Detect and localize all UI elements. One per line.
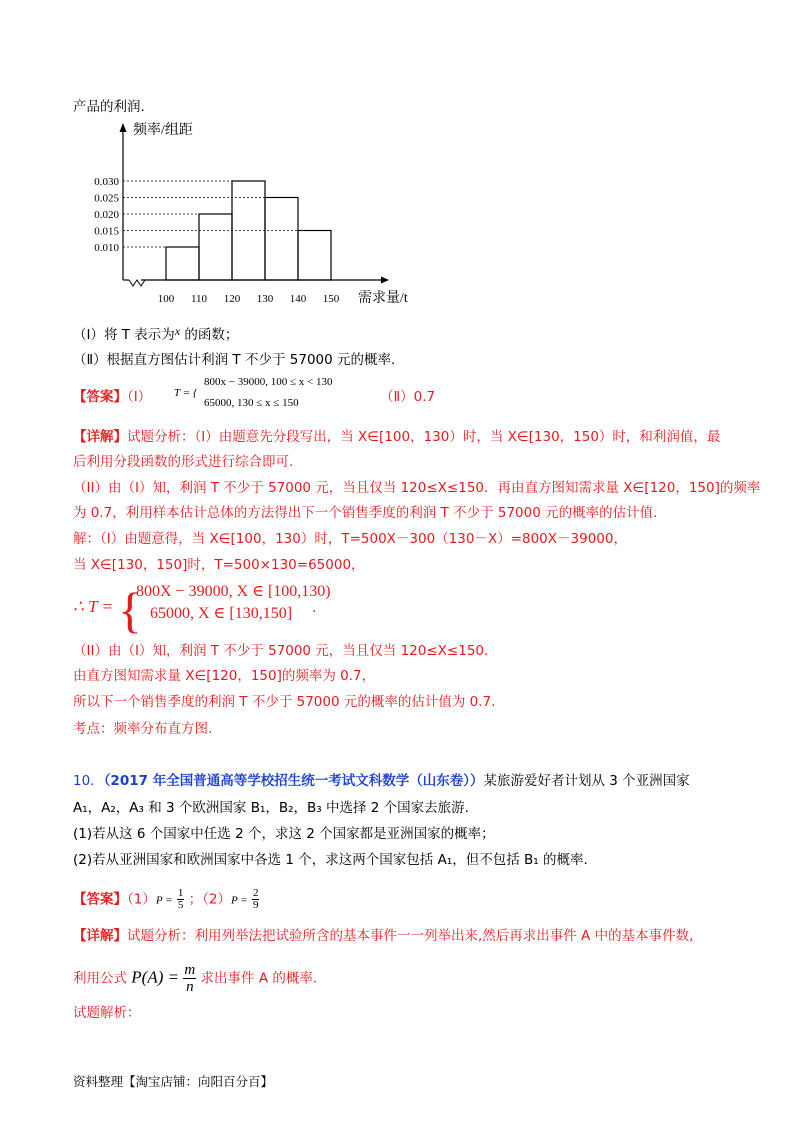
solution-line-5: 所以下一个销售季度的利润 T 不少于 57000 元的概率的估计值为 0.7.	[73, 694, 496, 710]
solution-line-1: 解：（I）由题意得，当 X∈[100，130）时，T=500X－300（130－X）=800X－39000，	[73, 531, 627, 547]
intro-text: 产品的利润.	[73, 99, 145, 115]
solution-piecewise	[136, 581, 331, 625]
question-10-part-2: (2)若从亚洲国家和欧洲国家中各选 1 个，求这两个国家包括 A₁，但不包括 B₁ 的概率.	[73, 852, 588, 868]
answer-10-fraction-2	[252, 888, 260, 911]
answer-10-tag: 【答案】	[73, 891, 127, 908]
y-tick-label: 0.015	[94, 225, 119, 238]
detail-10-text-2a: 利用公式	[73, 970, 127, 987]
x-axis-arrow	[381, 277, 389, 284]
x-tick-label: 130	[256, 293, 274, 305]
answer-block	[73, 388, 151, 406]
y-tick-label: 0.025	[94, 192, 119, 205]
question-10-header	[73, 772, 690, 790]
q1-variable: x	[174, 324, 181, 338]
axis-break-zigzag	[129, 280, 145, 286]
detail-tag: 【详解】	[73, 429, 127, 445]
footer-text: 资料整理【淘宝店铺：向阳百分百】	[73, 1074, 274, 1089]
answer-case-2: 65000, 130 ≤ x ≤ 150	[204, 397, 299, 409]
histogram-chart	[73, 118, 433, 308]
answer-10-separator: ；（2）	[188, 891, 231, 908]
fraction-m: m	[184, 962, 196, 978]
detail-10-text-1: 试题分析：利用列举法把试验所含的基本事件一一列举出来,然后再求出事件 A 中的基本事件数,	[127, 928, 694, 944]
detail-10-tag: 【详解】	[73, 928, 127, 944]
detail-text-1: 试题分析：（I）由题意先分段写出，当 X∈[100，130）时，当 X∈[130，150）时，和利润值，最	[127, 429, 721, 445]
histogram-bar	[298, 231, 331, 281]
solution-t-label: ∴ T =	[73, 597, 113, 616]
solution-dot: .	[312, 600, 317, 616]
solution-line-4: 由直方图知需求量 X∈[120，150]的频率为 0.7，	[73, 668, 376, 684]
x-tick-label: 140	[289, 293, 307, 305]
fraction-1-numerator: 1	[177, 887, 184, 899]
question-part-1	[73, 326, 238, 344]
solution-line-6: 考点：频率分布直方图.	[73, 721, 213, 737]
q1-text: （Ⅰ）将 T 表示为	[73, 327, 175, 343]
fraction-n: n	[186, 979, 194, 995]
histogram-bar	[199, 214, 232, 280]
histogram-bar	[166, 247, 199, 280]
detail-line-1	[73, 428, 720, 446]
answer-part1-label: （Ⅰ）	[127, 389, 152, 405]
answer-part2: （Ⅱ）0.7	[380, 389, 436, 405]
detail-10-formula: P(A) =	[131, 967, 180, 987]
solution-case-1: 800X − 39000, X ∈ [100,130)	[136, 583, 331, 600]
solution-line-2: 当 X∈[130，150]时，T=500×130=65000，	[73, 557, 365, 573]
x-axis-label: 需求量/t	[358, 291, 408, 306]
detail-10-line-2	[73, 962, 317, 995]
answer-10-p-label-2: P =	[230, 894, 248, 907]
answer-case-1: 800x − 39000, 100 ≤ x < 130	[204, 376, 333, 388]
answer-tag: 【答案】	[73, 389, 127, 405]
fraction-2-numerator: 2	[252, 887, 259, 899]
solution-line-3: （II）由（I）知，利润 T 不少于 57000 元，当且仅当 120≤X≤150.	[73, 643, 489, 659]
fraction-2-denominator: 9	[252, 899, 259, 911]
y-tick-label: 0.020	[94, 209, 119, 221]
answer-10-part1-label: （1）	[127, 891, 156, 908]
solution-10-label: 试题解析：	[73, 1005, 141, 1021]
question-10-part-1: (1)若从这 6 个国家中任选 2 个，求这 2 个国家都是亚洲国家的概率；	[73, 826, 495, 842]
histogram-bar	[265, 198, 298, 281]
question-10-line-2: A₁，A₂，A₃ 和 3 个欧洲国家 B₁，B₂，B₃ 中选择 2 个国家去旅游.	[73, 800, 469, 816]
answer-piecewise	[204, 376, 332, 410]
question-10-number: 10．	[73, 773, 104, 789]
question-10-text: 某旅游爱好者计划从 3 个亚洲国家	[483, 773, 690, 789]
x-tick-label: 150	[322, 293, 340, 305]
y-tick-label: 0.030	[94, 176, 119, 188]
solution-case-2: 65000, X ∈ [130,150]	[150, 605, 293, 622]
solution-brace: {	[118, 582, 142, 638]
detail-line-4: 为 0.7，利用样本估计总体的方法得出下一个销售季度的利润 T 不少于 57000 元的概率的估计值.	[73, 505, 658, 521]
detail-line-2: 后利用分段函数的形式进行综合即可.	[73, 454, 294, 470]
y-axis-arrow	[120, 123, 127, 132]
y-axis-label: 频率/组距	[133, 123, 193, 138]
detail-10-fraction	[183, 962, 196, 995]
x-tick-label: 100	[157, 293, 175, 305]
fraction-1-denominator: 5	[177, 899, 184, 911]
answer-10-p-label-1: P =	[155, 894, 173, 907]
detail-10-line-1	[73, 927, 693, 945]
answer-10-fraction-1	[177, 888, 185, 911]
answer-t-label: T = {	[174, 387, 198, 399]
question-part-2: （Ⅱ）根据直方图估计利润 T 不少于 57000 元的概率.	[73, 352, 396, 368]
x-tick-label: 120	[223, 293, 241, 305]
detail-10-text-2b: 求出事件 A 的概率.	[200, 970, 318, 987]
x-tick-label: 110	[190, 293, 208, 305]
q1-end: 的函数；	[180, 327, 239, 343]
question-10-source: （2017 年全国普通高等学校招生统一考试文科数学（山东卷））	[103, 773, 484, 789]
answer-10-block	[73, 888, 259, 911]
detail-line-3: （II）由（I）知，利润 T 不少于 57000 元，当且仅当 120≤X≤150．再由直方图知需求量 X∈[120，150]的频率	[73, 480, 761, 496]
y-tick-label: 0.010	[94, 242, 119, 254]
